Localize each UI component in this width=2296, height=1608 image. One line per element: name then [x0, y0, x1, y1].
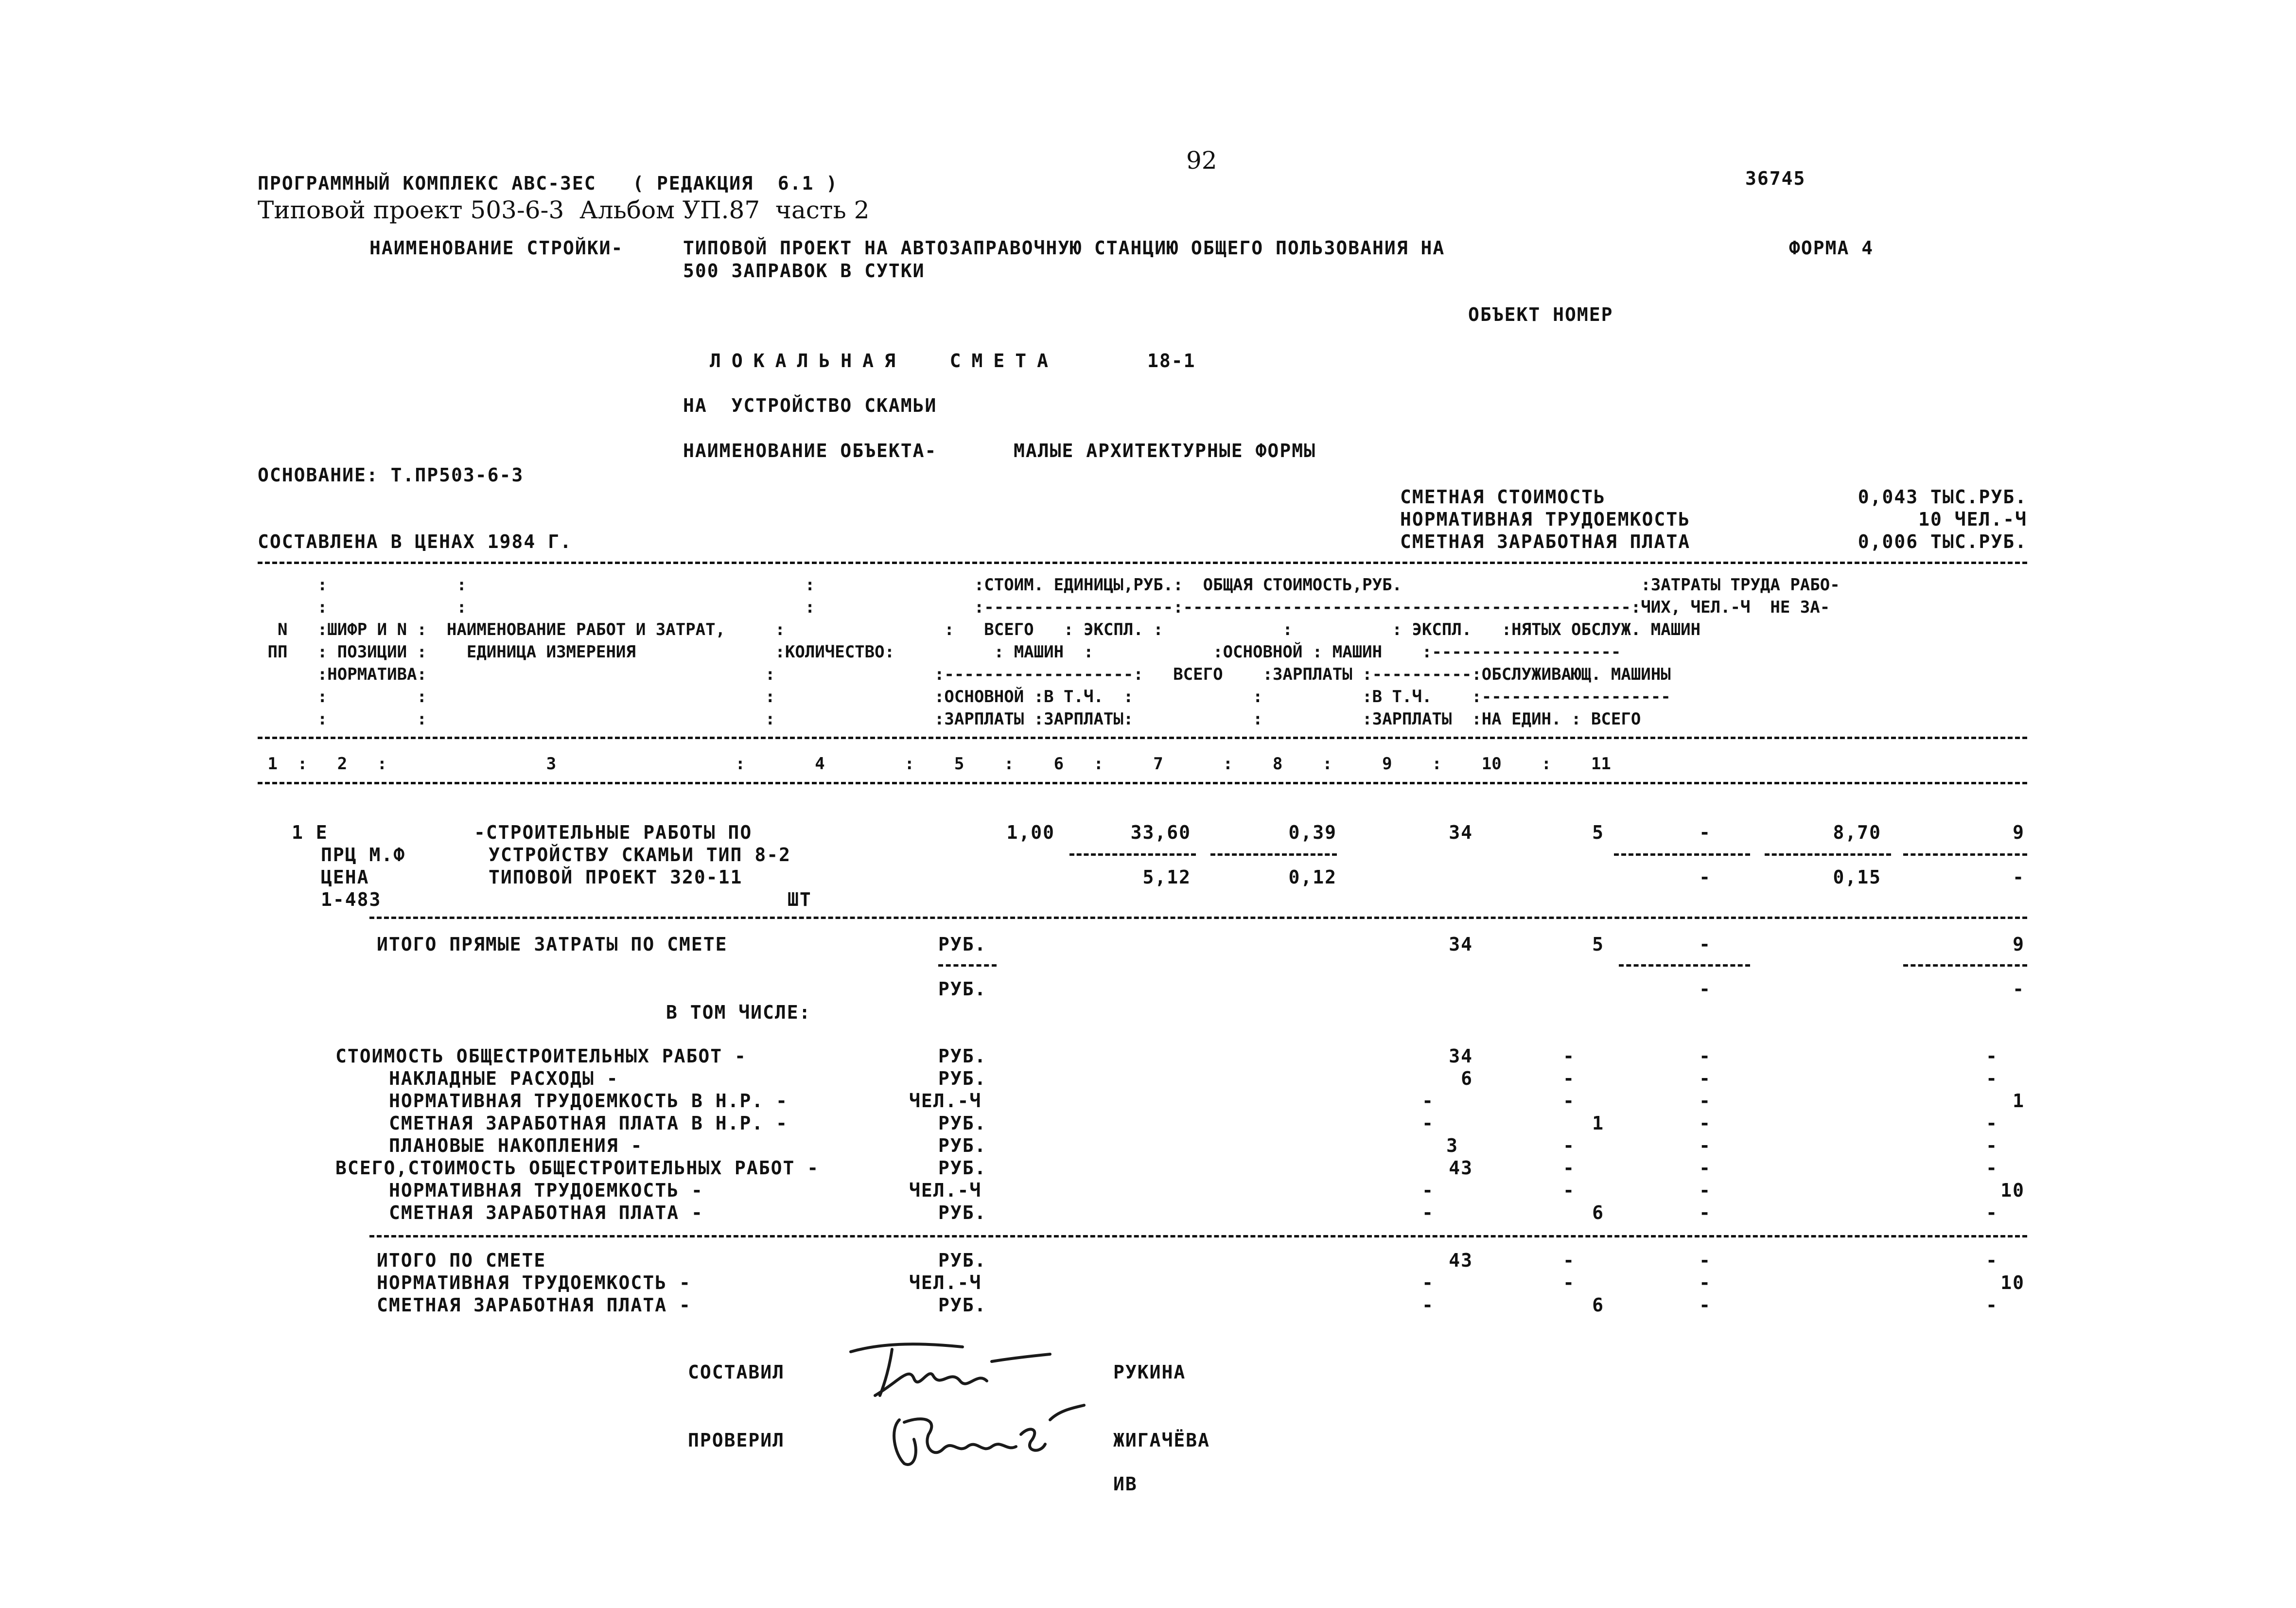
item-name-2: УСТРОЙСТВУ СКАМЬИ ТИП 8-2	[489, 844, 791, 866]
total-c11: -	[1986, 1294, 1998, 1316]
signature-compiled	[846, 1332, 1060, 1405]
breakdown-unit: РУБ.	[938, 1113, 987, 1134]
item-c6: 0,39	[1288, 822, 1337, 843]
including-label: В ТОМ ЧИСЛЕ:	[666, 1002, 811, 1023]
construction-label: НАИМЕНОВАНИЕ СТРОЙКИ-	[369, 237, 624, 259]
checked-by-name: ЖИГАЧЁВА	[1113, 1430, 1210, 1451]
breakdown-c7: -	[1422, 1202, 1434, 1223]
total-unit: ЧЕЛ.-Ч	[909, 1272, 982, 1293]
breakdown-unit: РУБ.	[938, 1068, 987, 1089]
project-line: Типовой проект 503-6-3 Альбом УП.87 часть 2	[258, 196, 870, 224]
item-c6-wages: 0,12	[1288, 866, 1337, 888]
breakdown-label: НОРМАТИВНАЯ ТРУДОЕМКОСТЬ -	[389, 1180, 703, 1201]
breakdown-c9: -	[1699, 1157, 1711, 1179]
item-rule-c11	[1903, 853, 2027, 856]
item-c11-wages: -	[2013, 866, 2025, 888]
summary-label-labor: НОРМАТИВНАЯ ТРУДОЕМКОСТЬ	[1400, 509, 1691, 530]
summary-value-labor: 10 ЧЕЛ.-Ч	[1918, 509, 2027, 530]
item-c11: 9	[2013, 822, 2025, 843]
item-rule-c5	[1069, 853, 1196, 856]
construction-line-2: 500 ЗАПРАВОК В СУТКИ	[683, 260, 925, 282]
direct-costs-unit-2: РУБ.	[938, 978, 987, 1000]
rule-before-totals	[369, 1235, 2027, 1237]
breakdown-label: НАКЛАДНЫЕ РАСХОДЫ -	[389, 1068, 619, 1089]
document-title: ЛОКАЛЬНАЯ СМЕТА	[710, 350, 1059, 371]
total-unit: РУБ.	[938, 1294, 987, 1316]
item-c10-wages: 0,15	[1833, 866, 1881, 888]
total-c9: -	[1699, 1294, 1711, 1316]
item-code-3: 1-483	[321, 889, 382, 910]
total-c11: -	[1986, 1250, 1998, 1271]
item-c5: 33,60	[1130, 822, 1191, 843]
table-header-line-2: : : : :-------------------:---------------------------------------------:ЧИХ, ЧЕЛ.-Ч НЕ ЗА-	[258, 598, 1830, 617]
breakdown-c8: -	[1563, 1180, 1575, 1201]
total-c8: -	[1563, 1272, 1575, 1293]
summary-label-wages: СМЕТНАЯ ЗАРАБОТНАЯ ПЛАТА	[1400, 531, 1691, 552]
breakdown-unit: ЧЕЛ.-Ч	[909, 1180, 982, 1201]
item-c10: 8,70	[1833, 822, 1881, 843]
breakdown-c9: -	[1699, 1090, 1711, 1112]
total-c11: 10	[2000, 1272, 2025, 1293]
breakdown-c7: -	[1422, 1180, 1434, 1201]
direct-costs-c8: 5	[1592, 934, 1604, 955]
construction-line-1: ТИПОВОЙ ПРОЕКТ НА АВТОЗАПРАВОЧНУЮ СТАНЦИЮ ОБЩЕГО ПОЛЬЗОВАНИЯ НА	[683, 237, 1445, 259]
breakdown-label: ПЛАНОВЫЕ НАКОПЛЕНИЯ -	[389, 1135, 643, 1156]
breakdown-c9: -	[1699, 1045, 1711, 1067]
summary-value-wages: 0,006 ТЫС.РУБ.	[1858, 531, 2027, 552]
total-c9: -	[1699, 1250, 1711, 1271]
item-c8: 5	[1592, 822, 1604, 843]
form-number: ФОРМА 4	[1789, 237, 1874, 259]
object-name: МАЛЫЕ АРХИТЕКТУРНЫЕ ФОРМЫ	[1014, 440, 1316, 461]
total-c8: 6	[1592, 1294, 1604, 1316]
breakdown-c8: -	[1563, 1090, 1575, 1112]
doc-code: 36745	[1745, 168, 1806, 189]
page-number: 92	[1186, 146, 1217, 175]
total-label: ИТОГО ПО СМЕТЕ	[377, 1250, 546, 1271]
breakdown-label: СТОИМОСТЬ ОБЩЕСТРОИТЕЛЬНЫХ РАБОТ -	[335, 1045, 747, 1067]
signature-checked	[885, 1400, 1089, 1473]
breakdown-c11: -	[1986, 1135, 1998, 1156]
total-c7: -	[1422, 1272, 1434, 1293]
total-c7: -	[1422, 1294, 1434, 1316]
breakdown-label: ВСЕГО,СТОИМОСТЬ ОБЩЕСТРОИТЕЛЬНЫХ РАБОТ -	[335, 1157, 820, 1179]
breakdown-c7: 6	[1461, 1068, 1473, 1089]
direct-costs-c9: -	[1699, 934, 1711, 955]
table-header-line-5: :НОРМАТИВА: : :-------------------: ВСЕГО :ЗАРПЛАТЫ :----------:ОБСЛУЖИВАЮЩ. МАШИНЫ	[258, 665, 1671, 684]
rule-top	[258, 562, 2027, 564]
breakdown-c9: -	[1699, 1113, 1711, 1134]
total-c9: -	[1699, 1272, 1711, 1293]
direct-costs-label: ИТОГО ПРЯМЫЕ ЗАТРАТЫ ПО СМЕТЕ	[377, 934, 728, 955]
breakdown-c7: 34	[1449, 1045, 1473, 1067]
breakdown-c9: -	[1699, 1068, 1711, 1089]
item-number: 1 Е	[292, 822, 328, 843]
compiled-by-label: СОСТАВИЛ	[688, 1361, 785, 1383]
direct-costs-unit: РУБ.	[938, 934, 987, 955]
breakdown-c8: -	[1563, 1135, 1575, 1156]
breakdown-c11: -	[1986, 1045, 1998, 1067]
breakdown-c7: 3	[1446, 1135, 1458, 1156]
direct-costs-c11: 9	[2013, 934, 2025, 955]
total-unit: РУБ.	[938, 1250, 987, 1271]
item-code-1: ПРЦ М.Ф	[321, 844, 406, 866]
breakdown-unit: ЧЕЛ.-Ч	[909, 1090, 982, 1112]
direct-rule-c11	[1903, 964, 2027, 967]
item-c5-wages: 5,12	[1142, 866, 1191, 888]
item-name-3: ТИПОВОЙ ПРОЕКТ 320-11	[489, 866, 743, 888]
item-c9: -	[1699, 822, 1711, 843]
breakdown-label: НОРМАТИВНАЯ ТРУДОЕМКОСТЬ В Н.Р. -	[389, 1090, 788, 1112]
item-c7: 34	[1449, 822, 1473, 843]
breakdown-unit: РУБ.	[938, 1202, 987, 1223]
breakdown-c8: -	[1563, 1068, 1575, 1089]
table-header-line-1: : : : :СТОИМ. ЕДИНИЦЫ,РУБ.: ОБЩАЯ СТОИМОСТЬ,РУБ. :ЗАТРАТЫ ТРУДА РАБО-	[258, 575, 1840, 595]
breakdown-c9: -	[1699, 1135, 1711, 1156]
breakdown-c11: -	[1986, 1202, 1998, 1223]
direct-costs-c9-2: -	[1699, 978, 1711, 1000]
rule-numbers-bottom	[258, 782, 2027, 784]
breakdown-c9: -	[1699, 1180, 1711, 1201]
breakdown-c9: -	[1699, 1202, 1711, 1223]
direct-costs-c11-2: -	[2013, 978, 2025, 1000]
item-rule-c6	[1210, 853, 1337, 856]
breakdown-c11: -	[1986, 1113, 1998, 1134]
total-label: НОРМАТИВНАЯ ТРУДОЕМКОСТЬ -	[377, 1272, 691, 1293]
direct-rule-c9	[1619, 964, 1750, 967]
object-number-label: ОБЪЕКТ НОМЕР	[1468, 304, 1613, 325]
item-unit: ШТ	[788, 889, 812, 910]
estimate-subject: НА УСТРОЙСТВО СКАМЬИ	[683, 395, 937, 416]
total-c7: 43	[1449, 1250, 1473, 1271]
breakdown-c11: -	[1986, 1157, 1998, 1179]
initials: ИВ	[1113, 1473, 1138, 1495]
breakdown-c8: -	[1563, 1045, 1575, 1067]
breakdown-unit: РУБ.	[938, 1045, 987, 1067]
basis-line: ОСНОВАНИЕ: Т.ПР503-6-3	[258, 464, 524, 486]
breakdown-unit: РУБ.	[938, 1157, 987, 1179]
summary-value-cost: 0,043 ТЫС.РУБ.	[1858, 486, 2027, 508]
compiled-by-name: РУКИНА	[1113, 1361, 1186, 1383]
breakdown-c11: -	[1986, 1068, 1998, 1089]
column-numbers: 1 : 2 : 3 : 4 : 5 : 6 : 7 : 8 : 9 : 10 : 11	[258, 754, 1611, 774]
breakdown-label: СМЕТНАЯ ЗАРАБОТНАЯ ПЛАТА -	[389, 1202, 703, 1223]
item-code-2: ЦЕНА	[321, 866, 369, 888]
table-header-line-4: ПП : ПОЗИЦИИ : ЕДИНИЦА ИЗМЕРЕНИЯ :КОЛИЧЕСТВО: : МАШИН : :ОСНОВНОЙ : МАШИН :-------------------	[258, 642, 1621, 662]
checked-by-label: ПРОВЕРИЛ	[688, 1430, 785, 1451]
direct-costs-c7: 34	[1449, 934, 1473, 955]
object-label: НАИМЕНОВАНИЕ ОБЪЕКТА-	[683, 440, 937, 461]
item-name-1: -СТРОИТЕЛЬНЫЕ РАБОТЫ ПО	[474, 822, 753, 843]
summary-label-cost: СМЕТНАЯ СТОИМОСТЬ	[1400, 486, 1606, 508]
breakdown-c7: -	[1422, 1090, 1434, 1112]
rule-header-bottom	[258, 737, 2027, 739]
breakdown-c11: 10	[2000, 1180, 2025, 1201]
table-header-line-3: N :ШИФР И N : НАИМЕНОВАНИЕ РАБОТ И ЗАТРАТ, : : ВСЕГО : ЭКСПЛ. : : : ЭКСПЛ. :НЯТЫХ ОБСЛУЖ. МАШИН	[258, 620, 1701, 639]
breakdown-c7: 43	[1449, 1157, 1473, 1179]
breakdown-c8: 1	[1592, 1113, 1604, 1134]
item-qty: 1,00	[1006, 822, 1055, 843]
breakdown-c8: 6	[1592, 1202, 1604, 1223]
breakdown-label: СМЕТНАЯ ЗАРАБОТНАЯ ПЛАТА В Н.Р. -	[389, 1113, 788, 1134]
breakdown-c11: 1	[2013, 1090, 2025, 1112]
item-rule-c9	[1614, 853, 1750, 856]
direct-rule-unit	[938, 964, 997, 967]
rule-after-item	[369, 917, 2027, 919]
estimate-number: 18-1	[1147, 350, 1196, 371]
breakdown-c7: -	[1422, 1113, 1434, 1134]
total-c8: -	[1563, 1250, 1575, 1271]
software-line: ПРОГРАММНЫЙ КОМПЛЕКС АВС-ЗЕС ( РЕДАКЦИЯ 6.1 )	[258, 173, 839, 194]
total-label: СМЕТНАЯ ЗАРАБОТНАЯ ПЛАТА -	[377, 1294, 691, 1316]
item-c9-wages: -	[1699, 866, 1711, 888]
item-rule-c10	[1765, 853, 1891, 856]
breakdown-c8: -	[1563, 1157, 1575, 1179]
table-header-line-7: : : : :ЗАРПЛАТЫ :ЗАРПЛАТЫ: : :ЗАРПЛАТЫ :НА ЕДИН. : ВСЕГО	[258, 709, 1641, 729]
table-header-line-6: : : : :ОСНОВНОЙ :В Т.Ч. : : :В Т.Ч. :-------------------	[258, 687, 1671, 707]
breakdown-unit: РУБ.	[938, 1135, 987, 1156]
prices-line: СОСТАВЛЕНА В ЦЕНАХ 1984 Г.	[258, 531, 572, 552]
